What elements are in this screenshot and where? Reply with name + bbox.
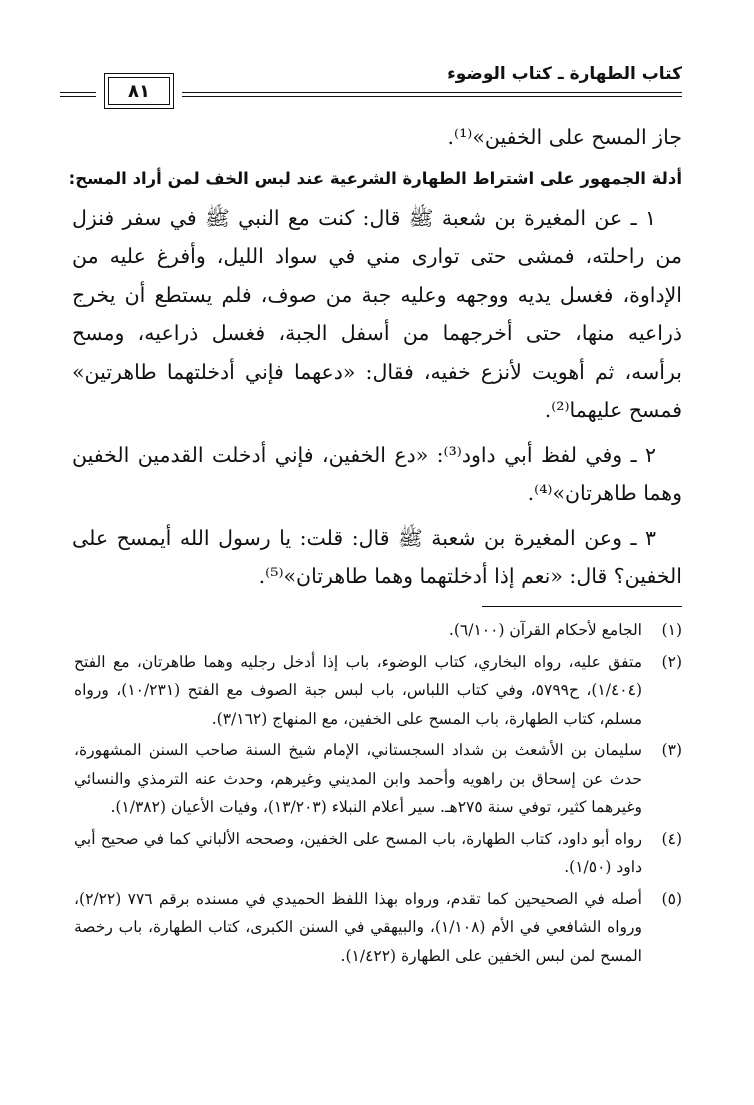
footnote-number: (١)	[661, 621, 682, 639]
footnote-number: (٥)	[661, 889, 682, 908]
footnote-item	[74, 825, 682, 882]
footnote-number: (٤)	[661, 829, 682, 848]
page-number-frame	[104, 73, 174, 109]
footnote-item	[74, 616, 682, 645]
footnote-separator	[482, 606, 682, 607]
footnote-text: الجامع لأحكام القرآن (٦/١٠٠).	[448, 621, 642, 639]
footnotes	[74, 616, 682, 973]
section-heading: أدلة الجمهور على اشتراط الطهارة الشرعية عند لبس الخف لمن أراد المسح:	[68, 168, 682, 188]
footnote-item	[74, 648, 682, 734]
footnote-text: سليمان بن الأشعث بن شداد السجستاني، الإمام شيخ السنة صاحب السنن المشهورة، حدث عن إسحاق بن راهويه وأحمد وابن المديني وغيرهم، وحدث عنه الترمذي والنسائي وغيرهما كثير، توفي سنة ٢٧٥هـ. سير أعلام النبلاء (١٣/٢٠٣)، وفيات الأعيان (١/٣٨٢).	[74, 741, 642, 816]
footnote-number: (٣)	[661, 741, 682, 759]
page-header	[60, 62, 682, 108]
intro-line: جاز المسح على الخفين»⁽¹⁾.	[447, 125, 682, 149]
main-text	[68, 118, 682, 602]
header-rule	[182, 92, 682, 97]
footnote-text: رواه أبو داود، كتاب الطهارة، باب المسح على الخفين، وصححه الألباني كما في صحيح أبي داود (١/٥٠).	[74, 829, 642, 876]
footnote-item	[74, 736, 682, 822]
running-title: كتاب الطهارة ـ كتاب الوضوء	[447, 64, 682, 84]
footnote-item	[74, 885, 682, 971]
footnote-text: أصله في الصحيحين كما تقدم، ورواه بهذا اللفظ الحميدي في مسنده برقم ٧٧٦ (٢/٢٢)، ورواه الشافعي في الأم (١/١٠٨)، والبيهقي في السنن الكبرى، كتاب الطهارة، باب رخصة المسح لمن لبس الخفين على الطهارة (١/٤٢٢).	[74, 889, 642, 965]
hadith-paragraph-2: ٢ ـ وفي لفظ أبي داود⁽³⁾: «دع الخفين، فإني أدخلت القدمين الخفين وهما طاهرتان»⁽⁴⁾.	[72, 442, 682, 505]
footnote-number: (٢)	[661, 652, 682, 671]
footnote-text: متفق عليه، رواه البخاري، كتاب الوضوء، باب إذا أدخل رجليه وهما طاهرتان، مع الفتح (١/٤٠٤)، ح٥٧٩٩، وفي كتاب اللباس، باب لبس جبة الصوف مع الفتح (١٠/٢٣١)، ورواه مسلم، كتاب الطهارة، باب المسح على الخفين، مع المنهاج (٣/١٦٢).	[74, 652, 643, 728]
hadith-paragraph-1: ١ ـ عن المغيرة بن شعبة ﷺ قال: كنت مع النبي ﷺ في سفر فنزل من راحلته، فمشى حتى توارى مني في سواد الليل، وأفرغ عليه من الإداوة، فغسل يديه ووجهه وعليه جبة من صوف، فلم يستطع أن يخرج ذراعيه منها، حتى أخرجهما من أسفل الجبة، فغسل ذراعيه، ومسح برأسه، ثم أهويت لأنزع خفيه، فقال: «دعهما فإني أدخلتهما طاهرتين» فمسح عليهما⁽²⁾.	[72, 205, 682, 422]
hadith-paragraph-3: ٣ ـ وعن المغيرة بن شعبة ﷺ قال: قلت: يا رسول الله أيمسح على الخفين؟ قال: «نعم إذا أدخلتهما وهما طاهرتان»⁽⁵⁾.	[72, 525, 682, 588]
page-number: ٨١	[108, 77, 170, 105]
header-rule-left	[60, 92, 96, 97]
